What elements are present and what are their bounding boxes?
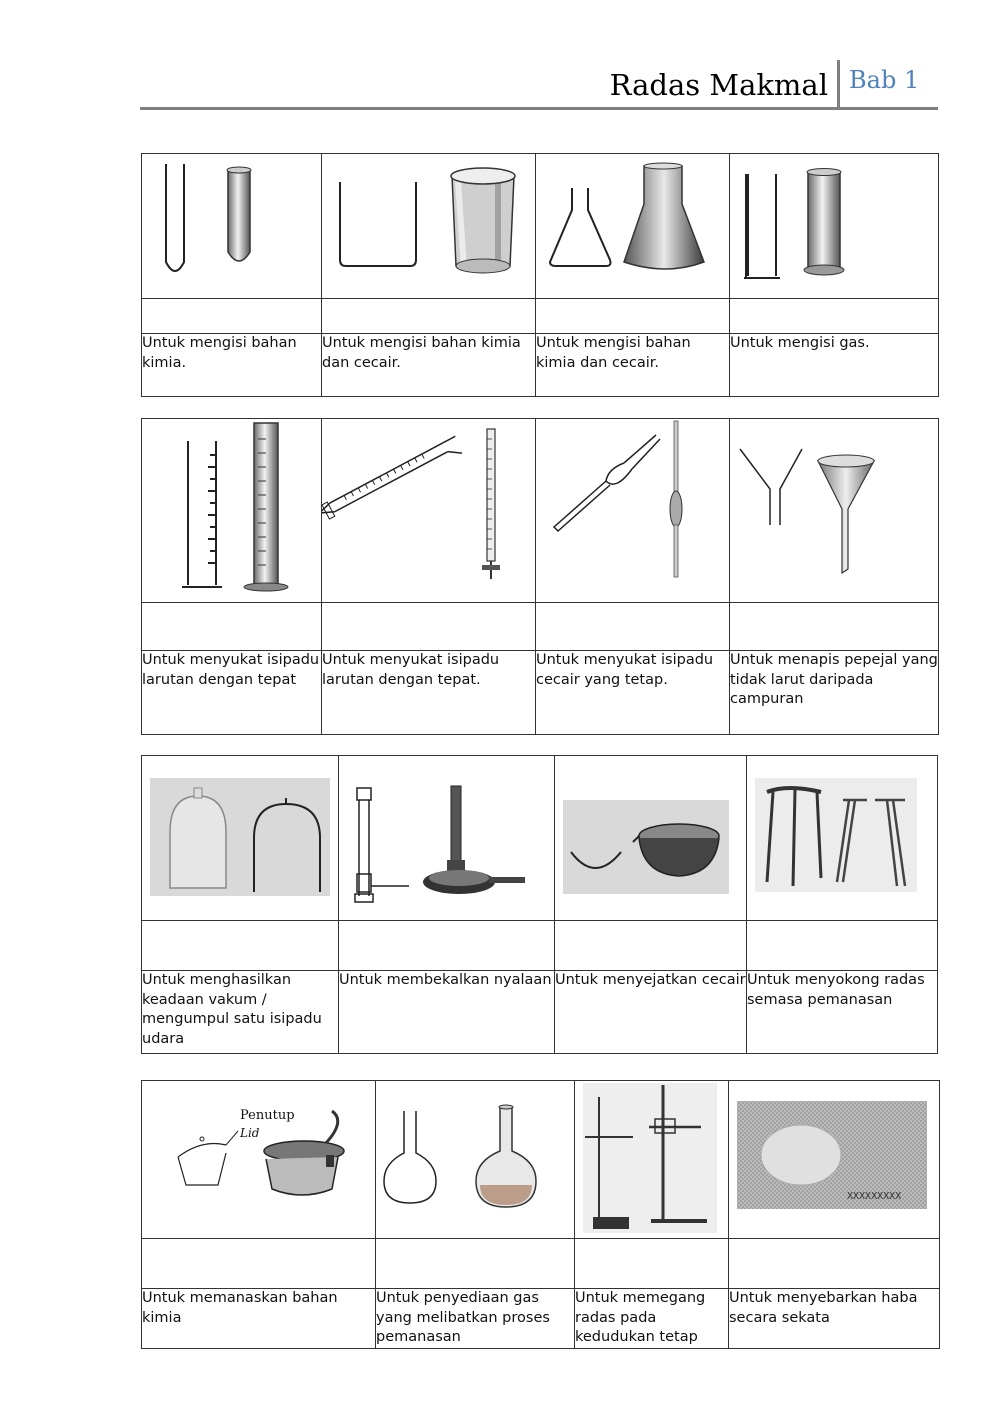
description-cell: Untuk memegang radas pada kedudukan tetap: [575, 1289, 729, 1349]
description-cell: Untuk menyokong radas semasa pemanasan: [747, 971, 938, 1054]
description-cell: Untuk menyukat isipadu larutan dengan tepat: [142, 651, 322, 735]
name-cell[interactable]: [555, 921, 747, 971]
name-cell[interactable]: [730, 299, 939, 334]
measuring-cylinder-icon: [142, 419, 320, 602]
image-cell: [555, 756, 747, 921]
image-cell: [729, 1081, 940, 1239]
pipette-icon: [536, 419, 728, 602]
wire-gauze-icon: [729, 1081, 939, 1238]
test-tube-icon: [142, 154, 320, 298]
lid-label-ms: Penutup: [240, 1108, 295, 1123]
round-bottom-flask-icon: [376, 1081, 574, 1238]
lid-label-en: Lid: [240, 1126, 260, 1140]
image-cell: [142, 1081, 376, 1239]
description-cell: Untuk memanaskan bahan kimia: [142, 1289, 376, 1349]
evaporating-dish-icon: [555, 756, 746, 920]
gauze-marks: XXXXXXXXX: [847, 1191, 902, 1202]
description-cell: Untuk mengisi gas.: [730, 334, 939, 397]
beaker-icon: [322, 154, 534, 298]
filter-funnel-icon: [730, 419, 937, 602]
burette-icon: [322, 419, 534, 602]
apparatus-table-4: [141, 1080, 940, 1349]
description-cell: Untuk menghasilkan keadaan vakum / mengumpul satu isipadu udara: [142, 971, 339, 1054]
name-cell[interactable]: [339, 921, 555, 971]
image-cell: [730, 154, 939, 299]
description-cell: Untuk mengisi bahan kimia dan cecair.: [536, 334, 730, 397]
crucible-icon: [142, 1081, 375, 1238]
name-cell[interactable]: [536, 603, 730, 651]
page-title: Radas Makmal: [609, 68, 828, 102]
image-cell: [142, 154, 322, 299]
description-cell: Untuk menyebarkan haba secara sekata: [729, 1289, 940, 1349]
name-cell[interactable]: [536, 299, 730, 334]
image-cell: [339, 756, 555, 921]
description-cell: Untuk membekalkan nyalaan: [339, 971, 555, 1054]
image-cell: [575, 1081, 729, 1239]
name-cell[interactable]: [729, 1239, 940, 1289]
conical-flask-icon: [536, 154, 728, 298]
gas-jar-icon: [730, 154, 937, 298]
name-cell[interactable]: [376, 1239, 575, 1289]
apparatus-table-1: [141, 153, 939, 397]
image-cell: [376, 1081, 575, 1239]
image-cell: [142, 756, 339, 921]
description-cell: Untuk mengisi bahan kimia.: [142, 334, 322, 397]
image-cell: [730, 419, 939, 603]
name-cell[interactable]: [322, 603, 536, 651]
bell-jar-icon: [142, 756, 338, 920]
description-cell: Untuk mengisi bahan kimia dan cecair.: [322, 334, 536, 397]
image-cell: [142, 419, 322, 603]
description-cell: Untuk menapis pepejal yang tidak larut daripada campuran: [730, 651, 939, 735]
name-cell[interactable]: [142, 603, 322, 651]
name-cell[interactable]: [142, 921, 339, 971]
chapter-label: Bab 1: [849, 66, 920, 94]
header-rule: [140, 107, 938, 110]
name-cell[interactable]: [322, 299, 536, 334]
image-cell: [322, 419, 536, 603]
name-cell[interactable]: [142, 299, 322, 334]
description-cell: Untuk penyediaan gas yang melibatkan proses pemanasan: [376, 1289, 575, 1349]
name-cell[interactable]: [142, 1239, 376, 1289]
image-cell: [536, 419, 730, 603]
name-cell[interactable]: [730, 603, 939, 651]
header-divider: [837, 60, 840, 110]
page-header: [140, 60, 938, 110]
name-cell[interactable]: [747, 921, 938, 971]
tripod-stand-icon: [747, 756, 937, 920]
image-cell: [536, 154, 730, 299]
image-cell: [322, 154, 536, 299]
retort-stand-icon: [575, 1081, 728, 1238]
image-cell: [747, 756, 938, 921]
description-cell: Untuk menyukat isipadu cecair yang tetap.: [536, 651, 730, 735]
description-cell: Untuk menyukat isipadu larutan dengan tepat.: [322, 651, 536, 735]
bunsen-burner-icon: [339, 756, 554, 920]
apparatus-table-2: [141, 418, 939, 735]
apparatus-table-3: [141, 755, 938, 1054]
name-cell[interactable]: [575, 1239, 729, 1289]
description-cell: Untuk menyejatkan cecair: [555, 971, 747, 1054]
